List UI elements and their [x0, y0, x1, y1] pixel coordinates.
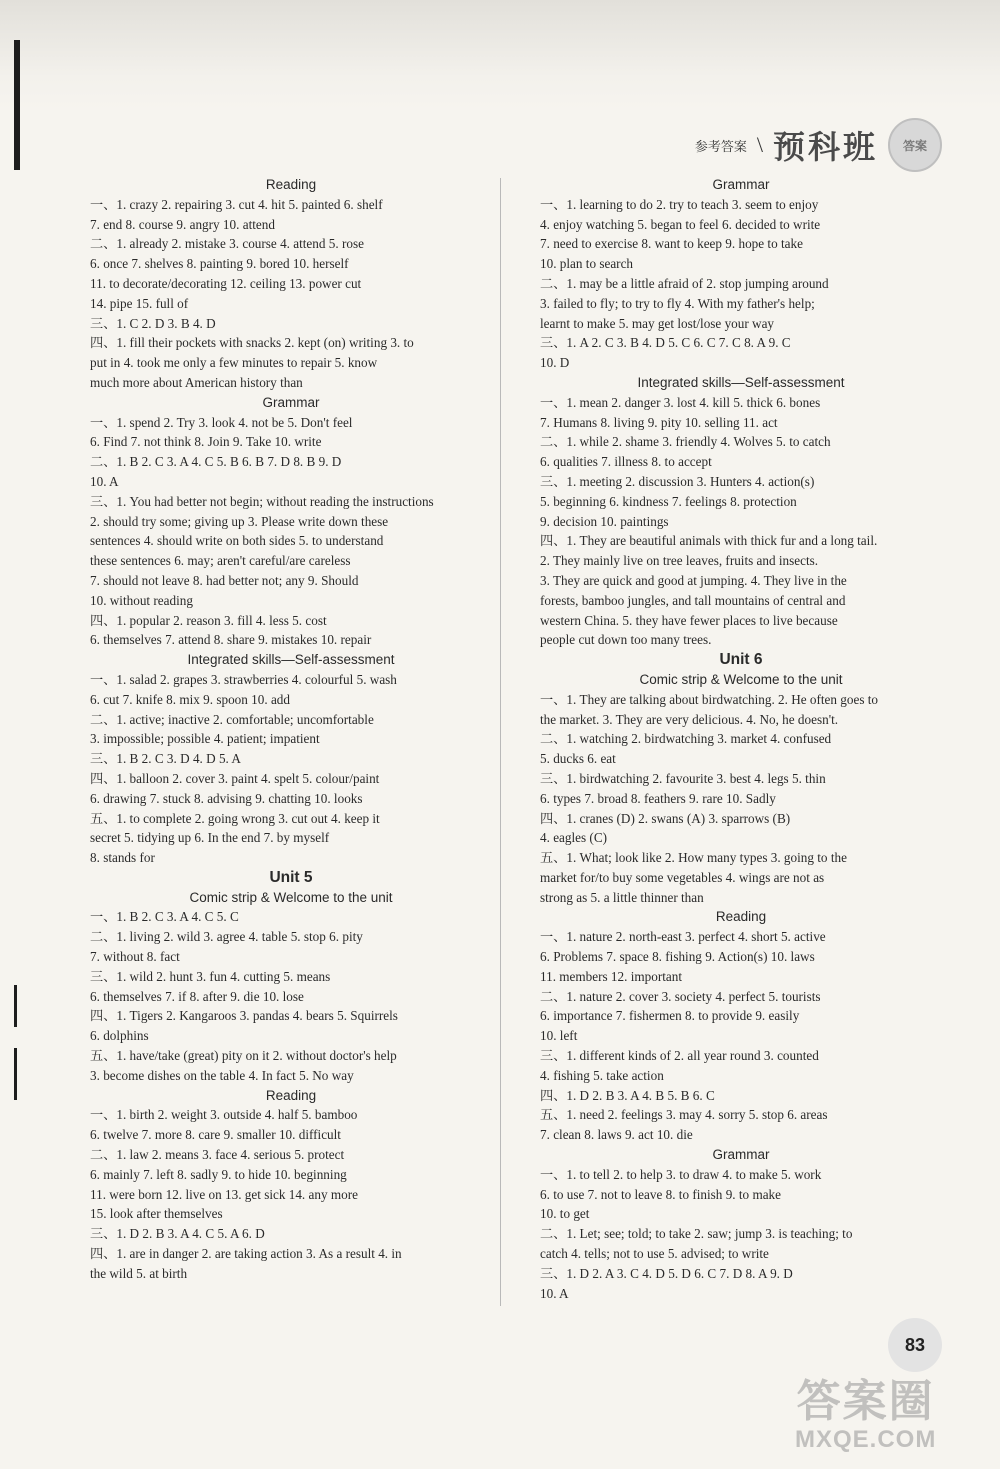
- answer-line: 6. importance 7. fishermen 8. to provide 9. easily: [540, 1008, 800, 1024]
- answer-line: 二、1. watching 2. birdwatching 3. market 4. confused: [540, 731, 832, 747]
- column-divider: [500, 178, 501, 1306]
- header-slash: \: [756, 132, 763, 157]
- answer-line: 五、1. have/take (great) pity on it 2. without doctor's help: [90, 1048, 397, 1064]
- unit-title: Unit 5: [269, 868, 313, 886]
- answer-line: 11. to decorate/decorating 12. ceiling 13. power cut: [90, 275, 362, 291]
- answer-line: 7. should not leave 8. had better not; any 9. Should: [90, 572, 359, 588]
- answer-line: 10. A: [90, 473, 119, 489]
- answer-line: 二、1. already 2. mistake 3. course 4. attend 5. rose: [90, 236, 364, 252]
- answer-line: 6. types 7. broad 8. feathers 9. rare 10. Sadly: [540, 790, 776, 806]
- answer-line: 一、1. salad 2. grapes 3. strawberries 4. colourful 5. wash: [90, 671, 397, 687]
- answer-line: 6. mainly 7. left 8. sadly 9. to hide 10. beginning: [90, 1166, 347, 1182]
- answer-line: 15. look after themselves: [90, 1206, 223, 1222]
- answer-line: 6. qualities 7. illness 8. to accept: [540, 454, 712, 470]
- section-heading: Reading: [265, 177, 317, 192]
- answer-line: 三、1. You had better not begin; without reading the instructions: [90, 493, 434, 509]
- answer-line: 三、1. D 2. A 3. C 4. D 5. D 6. C 7. D 8. A 9. D: [540, 1265, 793, 1281]
- answer-line: 三、1. A 2. C 3. B 4. D 5. C 6. C 7. C 8. A 9. C: [540, 335, 791, 351]
- watermark-text: 答案圈: [796, 1377, 935, 1426]
- answer-line: 三、1. C 2. D 3. B 4. D: [90, 315, 216, 331]
- page-number: 83: [888, 1318, 942, 1372]
- answer-line: 3. impossible; possible 4. patient; impatient: [90, 731, 320, 747]
- answer-line: secret 5. tidying up 6. In the end 7. by myself: [90, 830, 330, 846]
- answer-line: much more about American history than: [90, 374, 303, 390]
- answer-line: 9. decision 10. paintings: [540, 513, 669, 529]
- section-heading: Reading: [715, 909, 767, 925]
- answer-line: the market. 3. They are very delicious. 4. No, he doesn't.: [540, 711, 839, 727]
- answer-line: 一、1. B 2. C 3. A 4. C 5. C: [90, 909, 239, 925]
- answer-line: 一、1. mean 2. danger 3. lost 4. kill 5. thick 6. bones: [540, 394, 821, 410]
- answer-line: 二、1. Let; see; told; to take 2. saw; jump 3. is teaching; to: [540, 1226, 853, 1242]
- answer-line: 一、1. birth 2. weight 3. outside 4. half 5. bamboo: [90, 1107, 358, 1123]
- answer-line: western China. 5. they have fewer places to live because: [540, 612, 838, 628]
- answer-line: 一、1. learning to do 2. try to teach 3. seem to enjoy: [540, 196, 819, 212]
- section-heading: Reading: [265, 1087, 317, 1103]
- section-heading: Comic strip & Welcome to the unit: [639, 671, 843, 687]
- answer-line: 三、1. different kinds of 2. all year round 3. counted: [540, 1048, 819, 1064]
- answer-line: 11. members 12. important: [540, 968, 682, 984]
- answer-line: 四、1. balloon 2. cover 3. paint 4. spelt 5. colour/paint: [90, 770, 380, 786]
- answer-line: 二、1. B 2. C 3. A 4. C 5. B 6. B 7. D 8. B 9. D: [90, 454, 342, 470]
- answer-line: 四、1. popular 2. reason 3. fill 4. less 5. cost: [90, 612, 327, 628]
- binding-mark: [14, 1048, 17, 1100]
- answer-line: 二、1. while 2. shame 3. friendly 4. Wolves 5. to catch: [540, 434, 831, 450]
- answer-line: 一、1. crazy 2. repairing 3. cut 4. hit 5. painted 6. shelf: [90, 196, 383, 212]
- answer-line: strong as 5. a little thinner than: [540, 889, 704, 905]
- answer-line: 3. failed to fly; to try to fly 4. With my father's help;: [540, 295, 815, 311]
- answer-line: 6. drawing 7. stuck 8. advising 9. chatting 10. looks: [90, 790, 363, 806]
- answer-line: put in 4. took me only a few minutes to repair 5. know: [90, 355, 378, 371]
- answer-line: 4. enjoy watching 5. began to feel 6. decided to write: [540, 216, 821, 232]
- answer-line: 五、1. What; look like 2. How many types 3. going to the: [540, 850, 847, 866]
- answer-line: 三、1. birdwatching 2. favourite 3. best 4. legs 5. thin: [540, 770, 826, 786]
- answer-line: 四、1. cranes (D) 2. swans (A) 3. sparrows (B): [540, 810, 791, 826]
- answer-line: sentences 4. should write on both sides 5. to understand: [90, 533, 384, 549]
- watermark-url: MXQE.COM: [795, 1426, 937, 1453]
- badge-icon: 答案: [888, 118, 942, 172]
- answer-line: 7. need to exercise 8. want to keep 9. hope to take: [540, 236, 803, 252]
- answer-line: forests, bamboo jungles, and tall mountains of central and: [540, 592, 846, 608]
- answer-line: 5. ducks 6. eat: [540, 751, 616, 767]
- answer-line: 四、1. fill their pockets with snacks 2. kept (on) writing 3. to: [90, 335, 414, 351]
- answer-line: 7. without 8. fact: [90, 949, 180, 965]
- answer-line: 10. to get: [540, 1206, 590, 1222]
- answer-line: 二、1. may be a little afraid of 2. stop jumping around: [540, 275, 829, 291]
- right-answer-column: [540, 175, 942, 1303]
- answer-line: 10. D: [540, 355, 570, 371]
- answer-line: 6. themselves 7. attend 8. share 9. mistakes 10. repair: [90, 632, 372, 648]
- answer-line: 二、1. active; inactive 2. comfortable; uncomfortable: [90, 711, 374, 727]
- answer-line: catch 4. tells; not to use 5. advised; to write: [540, 1246, 769, 1262]
- answer-line: 10. A: [540, 1285, 569, 1301]
- answer-line: 四、1. They are beautiful animals with thick fur and a long tail.: [540, 533, 878, 549]
- answer-line: 14. pipe 15. full of: [90, 295, 189, 311]
- answer-line: market for/to buy some vegetables 4. wings are not as: [540, 869, 825, 885]
- unit-title: Unit 6: [719, 651, 763, 669]
- answer-line: 7. Humans 8. living 9. pity 10. selling 11. act: [540, 414, 778, 430]
- answer-line: 7. clean 8. laws 9. act 10. die: [540, 1127, 693, 1143]
- answer-line: 五、1. need 2. feelings 3. may 4. sorry 5. stop 6. areas: [540, 1107, 828, 1123]
- header-label: 参考答案: [694, 138, 747, 154]
- brand-title: 预科班: [772, 129, 878, 165]
- answer-line: 6. twelve 7. more 8. care 9. smaller 10. difficult: [90, 1127, 341, 1143]
- answer-line: 三、1. meeting 2. discussion 3. Hunters 4. action(s): [540, 473, 815, 489]
- answer-line: 2. They mainly live on tree leaves, fruits and insects.: [540, 553, 819, 569]
- answer-line: 6. dolphins: [90, 1028, 149, 1044]
- section-heading: Comic strip & Welcome to the unit: [189, 889, 393, 905]
- answer-line: 6. once 7. shelves 8. painting 9. bored 10. herself: [90, 256, 349, 272]
- answer-line: 10. plan to search: [540, 256, 634, 272]
- answer-line: 8. stands for: [90, 850, 155, 866]
- answer-line: 6. to use 7. not to leave 8. to finish 9. to make: [540, 1186, 782, 1202]
- section-heading: Grammar: [712, 177, 770, 192]
- answer-line: these sentences 6. may; aren't careful/are careless: [90, 553, 351, 569]
- answer-line: 7. end 8. course 9. angry 10. attend: [90, 216, 275, 232]
- binding-line: [14, 40, 20, 170]
- answer-line: learnt to make 5. may get lost/lose your way: [540, 315, 775, 331]
- section-heading: Grammar: [712, 1147, 770, 1163]
- answer-line: 5. beginning 6. kindness 7. feelings 8. protection: [540, 493, 797, 509]
- answer-line: 四、1. D 2. B 3. A 4. B 5. B 6. C: [540, 1087, 715, 1103]
- answer-line: 4. fishing 5. take action: [540, 1067, 664, 1083]
- answer-line: the wild 5. at birth: [90, 1265, 188, 1281]
- answer-line: 6. Find 7. not think 8. Join 9. Take 10. write: [90, 434, 322, 450]
- answer-line: 二、1. living 2. wild 3. agree 4. table 5. stop 6. pity: [90, 929, 363, 945]
- binding-mark: [14, 985, 17, 1027]
- watermark-logo: [795, 1377, 937, 1453]
- answer-line: 10. without reading: [90, 592, 193, 608]
- answer-line: 一、1. nature 2. north-east 3. perfect 4. short 5. active: [540, 929, 826, 945]
- section-heading: Grammar: [262, 394, 320, 410]
- answer-line: 2. should try some; giving up 3. Please write down these: [90, 513, 389, 529]
- answer-line: 三、1. D 2. B 3. A 4. C 5. A 6. D: [90, 1226, 265, 1242]
- answer-line: 10. left: [540, 1028, 578, 1044]
- answer-line: 二、1. law 2. means 3. face 4. serious 5. protect: [90, 1147, 345, 1163]
- answer-line: people cut down too many trees.: [540, 632, 712, 648]
- section-heading: Integrated skills—Self-assessment: [637, 374, 845, 390]
- answer-line: 11. were born 12. live on 13. get sick 14. any more: [90, 1186, 358, 1202]
- answer-line: 三、1. wild 2. hunt 3. fun 4. cutting 5. means: [90, 968, 331, 984]
- left-answer-column: [90, 175, 492, 1284]
- answer-line: 3. They are quick and good at jumping. 4. They live in the: [540, 572, 847, 588]
- page-top-shade: [0, 0, 1000, 110]
- answer-line: 6. themselves 7. if 8. after 9. die 10. lose: [90, 988, 304, 1004]
- answer-line: 6. Problems 7. space 8. fishing 9. Action(s) 10. laws: [540, 949, 815, 965]
- answer-line: 6. cut 7. knife 8. mix 9. spoon 10. add: [90, 691, 290, 707]
- answer-line: 一、1. They are talking about birdwatching. 2. He often goes to: [540, 691, 879, 707]
- answer-line: 一、1. to tell 2. to help 3. to draw 4. to make 5. work: [540, 1166, 822, 1182]
- answer-line: 一、1. spend 2. Try 3. look 4. not be 5. Don't feel: [90, 414, 353, 430]
- page-header: [695, 118, 942, 172]
- answer-line: 二、1. nature 2. cover 3. society 4. perfect 5. tourists: [540, 988, 821, 1004]
- answer-line: 三、1. B 2. C 3. D 4. D 5. A: [90, 751, 241, 767]
- section-heading: Integrated skills—Self-assessment: [187, 652, 395, 668]
- answer-line: 4. eagles (C): [540, 830, 608, 846]
- answer-line: 五、1. to complete 2. going wrong 3. cut out 4. keep it: [90, 810, 380, 826]
- answer-line: 四、1. are in danger 2. are taking action 3. As a result 4. in: [90, 1246, 402, 1262]
- answer-line: 3. become dishes on the table 4. In fact 5. No way: [90, 1067, 354, 1083]
- answer-line: 四、1. Tigers 2. Kangaroos 3. pandas 4. bears 5. Squirrels: [90, 1008, 398, 1024]
